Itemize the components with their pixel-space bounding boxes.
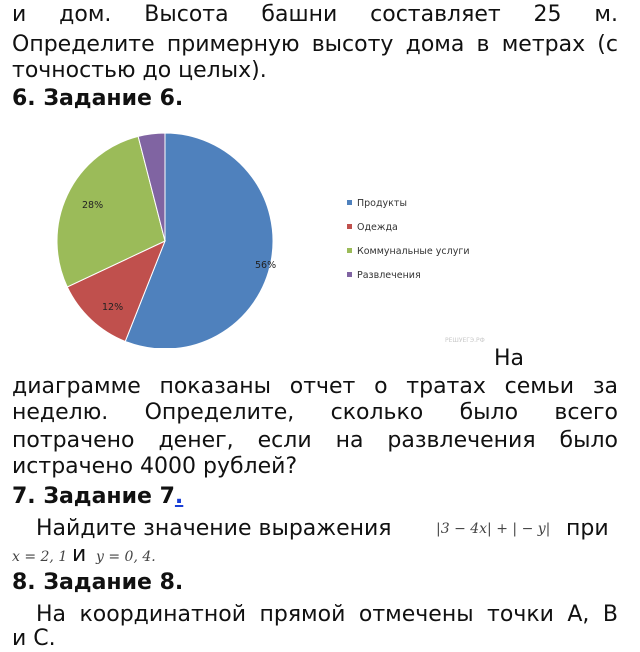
text-line: точностью до целых).	[12, 58, 267, 83]
legend-swatch	[347, 224, 352, 229]
chart-legend	[347, 198, 470, 281]
legend-label: Одежда	[357, 222, 398, 233]
text-line: Определите примерную высоту дома в метрах (с	[12, 32, 618, 57]
text-line: и	[72, 542, 87, 567]
task-heading: 6. Задание 6.	[12, 86, 184, 111]
math-x-value	[12, 546, 67, 565]
pie-slices	[57, 133, 273, 348]
legend-swatch	[347, 200, 352, 205]
slice-percent-label: 12%	[102, 302, 124, 313]
watermark: РЕШУЕГЭ.РФ	[445, 337, 485, 344]
text-line: На	[494, 346, 525, 371]
slice-percent-label: 56%	[255, 260, 277, 271]
text-line: Найдите значение выражения	[36, 516, 392, 541]
text-line: при	[566, 516, 609, 541]
text-line: и С.	[12, 626, 56, 651]
text-line: диаграмме показаны отчет о тратах семьи за	[12, 374, 618, 399]
legend-swatch	[347, 272, 352, 277]
expression-formula: |3 − 4x| + | − y|	[436, 521, 551, 537]
text-line: и дом. Высота башни составляет 25 м.	[12, 2, 618, 27]
y-value: y = 0, 4.	[96, 549, 156, 565]
legend-label: Коммунальные услуги	[357, 246, 470, 257]
legend-label: Развлечения	[357, 270, 421, 281]
text-line: потрачено денег, если на развлечения было	[12, 428, 618, 453]
legend-label: Продукты	[357, 198, 407, 209]
task-heading-text: 7. Задание 7	[12, 484, 175, 509]
x-value: x = 2, 1	[12, 549, 68, 565]
pie-chart	[40, 118, 510, 348]
math-expression	[436, 518, 550, 537]
text-line: истрачено 4000 рублей?	[12, 454, 298, 479]
slice-percent-label: 28%	[82, 200, 104, 211]
text-line: неделю. Определите, сколько было всего	[12, 400, 618, 425]
task-heading: 8. Задание 8.	[12, 570, 184, 595]
math-y-value	[96, 546, 156, 565]
task-heading	[12, 484, 183, 510]
legend-swatch	[347, 248, 352, 253]
text-line: На координатной прямой отмечены точки А, В	[36, 602, 618, 627]
task-link[interactable]: .	[174, 484, 184, 509]
